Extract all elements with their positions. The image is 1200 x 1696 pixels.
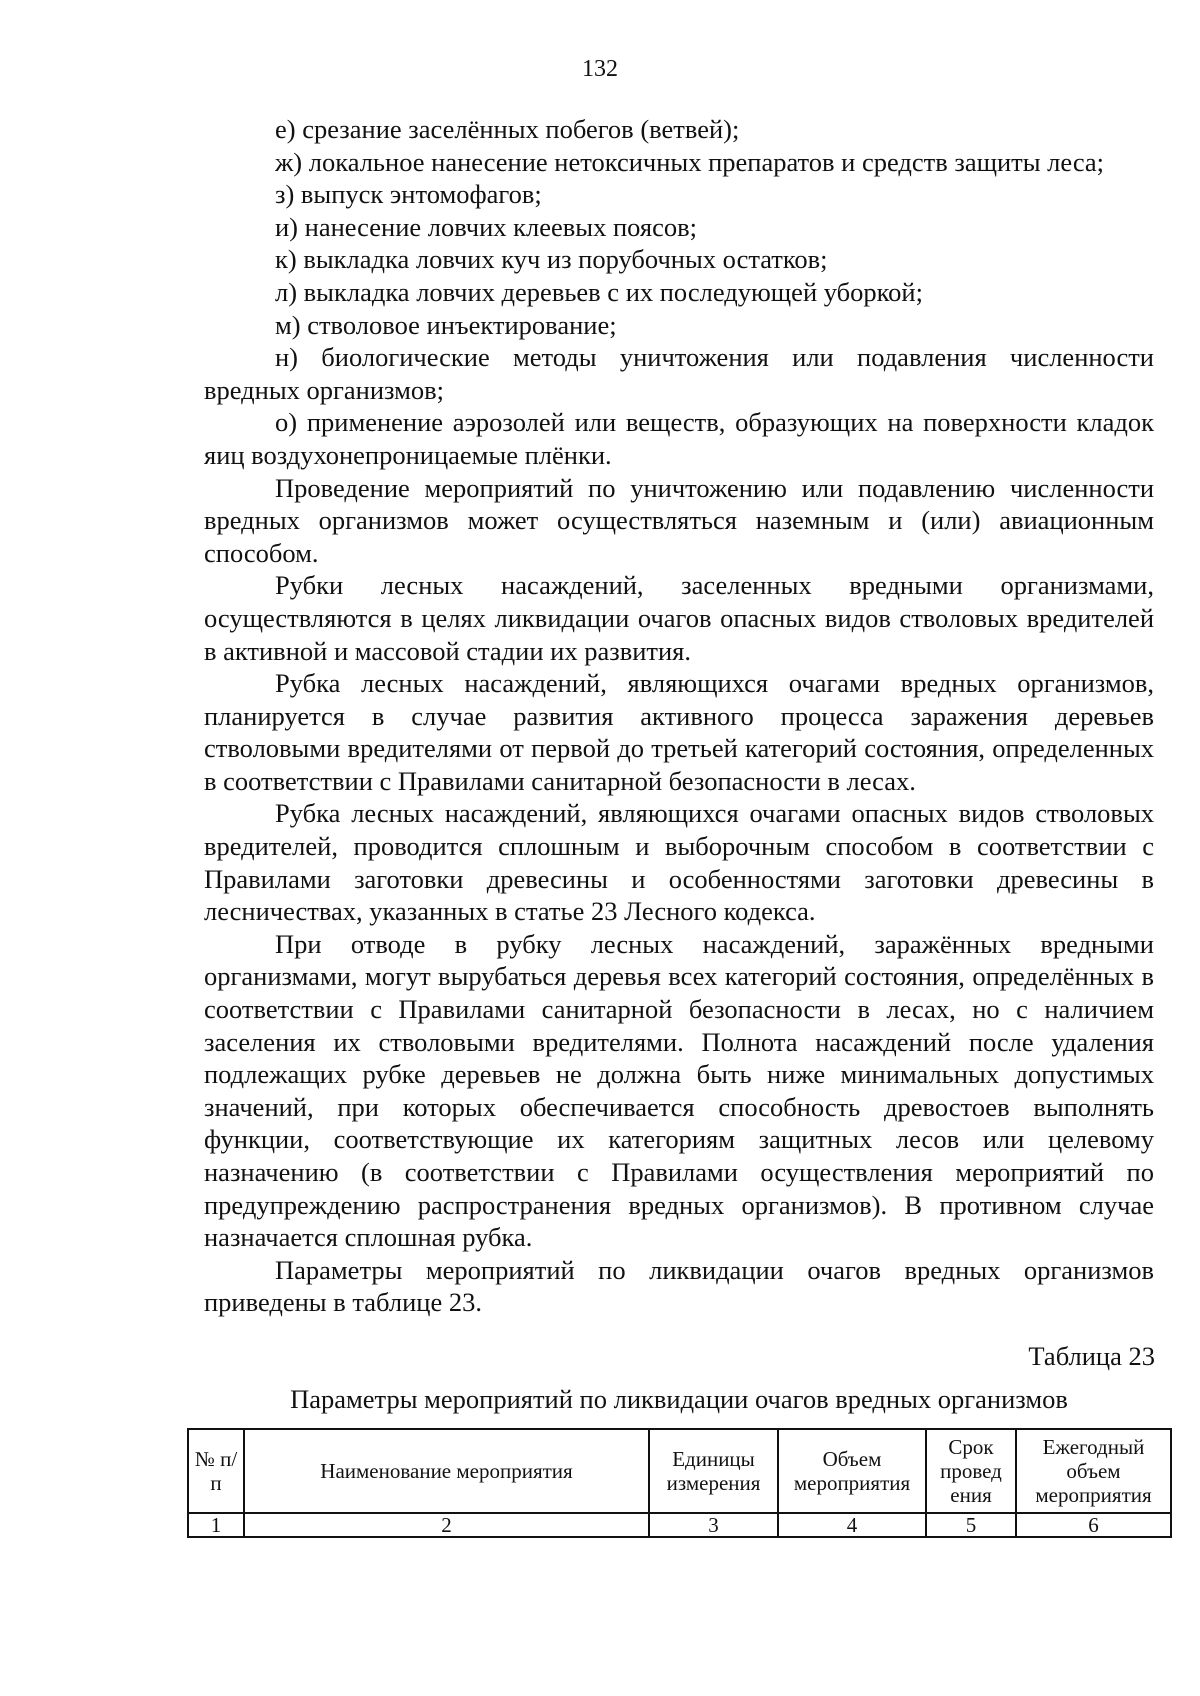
list-item: л) выкладка ловчих деревьев с их последующей уборкой; (275, 276, 923, 307)
list-item: м) стволовое инъектирование; (275, 309, 617, 340)
table-cell: 1 (188, 1513, 244, 1537)
table-header-row (188, 1429, 1171, 1513)
table-label: Таблица 23 (1028, 1341, 1155, 1371)
list-item: к) выкладка ловчих куч из порубочных остатков; (275, 244, 828, 275)
table-title: Параметры мероприятий по ликвидации очагов вредных организмов (290, 1384, 1068, 1414)
paragraph: Рубка лесных насаждений, являющихся очагами вредных организмов, планируется в случае развития активного процесса заражения деревьев стволовыми вредителями от первой до третьей категорий состояния, определенных в соответствии с Правилами санитарной безопасности в лесах. (204, 668, 1154, 796)
table-cell: 4 (778, 1513, 926, 1537)
body-text (204, 113, 1154, 1319)
page-number: 132 (582, 56, 618, 82)
list-item: н) биологические методы уничтожения или подавления численности вредных организмов; (204, 342, 1154, 405)
paragraph: Параметры мероприятий по ликвидации очагов вредных организмов приведены в таблице 23. (204, 1254, 1154, 1318)
header-units: Единицы измерения (649, 1429, 778, 1513)
list-item: е) срезание заселённых побегов (ветвей); (275, 114, 740, 144)
table-cell: 2 (244, 1513, 649, 1537)
list-item: з) выпуск энтомофагов; (275, 179, 542, 210)
parameters-table (187, 1428, 1172, 1538)
table-cell: 5 (926, 1513, 1016, 1537)
table-row (188, 1513, 1171, 1537)
header-annual-volume: Ежегодный объем мероприятия (1016, 1429, 1171, 1513)
table-cell: 3 (649, 1513, 778, 1537)
paragraph: Проведение мероприятий по уничтожению или подавлению численности вредных организмов может осуществляться наземным и (или) авиационным способом. (204, 472, 1154, 568)
list-item: ж) локальное нанесение нетоксичных препаратов и средств защиты леса; (275, 146, 1105, 177)
header-volume: Объем мероприятия (778, 1429, 926, 1513)
header-activity-name: Наименование мероприятия (244, 1429, 649, 1513)
table-cell: 6 (1016, 1513, 1171, 1537)
paragraph: Рубки лесных насаждений, заселенных вредными организмами, осуществляются в целях ликвидации очагов опасных видов стволовых вредителей в активной и массовой стадии их развития. (204, 570, 1154, 666)
header-term: Срок провед ения (926, 1429, 1016, 1513)
list-item: и) нанесение ловчих клеевых поясов; (275, 211, 697, 242)
list-item: о) применение аэрозолей или веществ, образующих на поверхности кладок яиц воздухонепроницаемые плёнки. (204, 407, 1154, 470)
paragraph: При отводе в рубку лесных насаждений, заражённых вредными организмами, могут вырубаться деревья всех категорий состояния, определённых в соответствии с Правилами санитарной безопасности в лесах, но с наличием заселения их стволовыми вредителями. Полнота насаждений после удаления подлежащих рубке деревьев не должна быть ниже минимальных допустимых значений, при которых обеспечивается способность древостоев выполнять функции, соответствующие их категориям защитных лесов или целевому назначению (в соответствии с Правилами осуществления мероприятий по предупреждению распространения вредных организмов). В противном случае назначается сплошная рубка. (204, 928, 1154, 1253)
paragraph: Рубка лесных насаждений, являющихся очагами опасных видов стволовых вредителей, проводится сплошным и выборочным способом в соответствии с Правилами заготовки древесины и особенностями заготовки древесины в лесничествах, указанных в статье 23 Лесного кодекса. (204, 798, 1154, 927)
header-number: № п/п (188, 1429, 244, 1513)
